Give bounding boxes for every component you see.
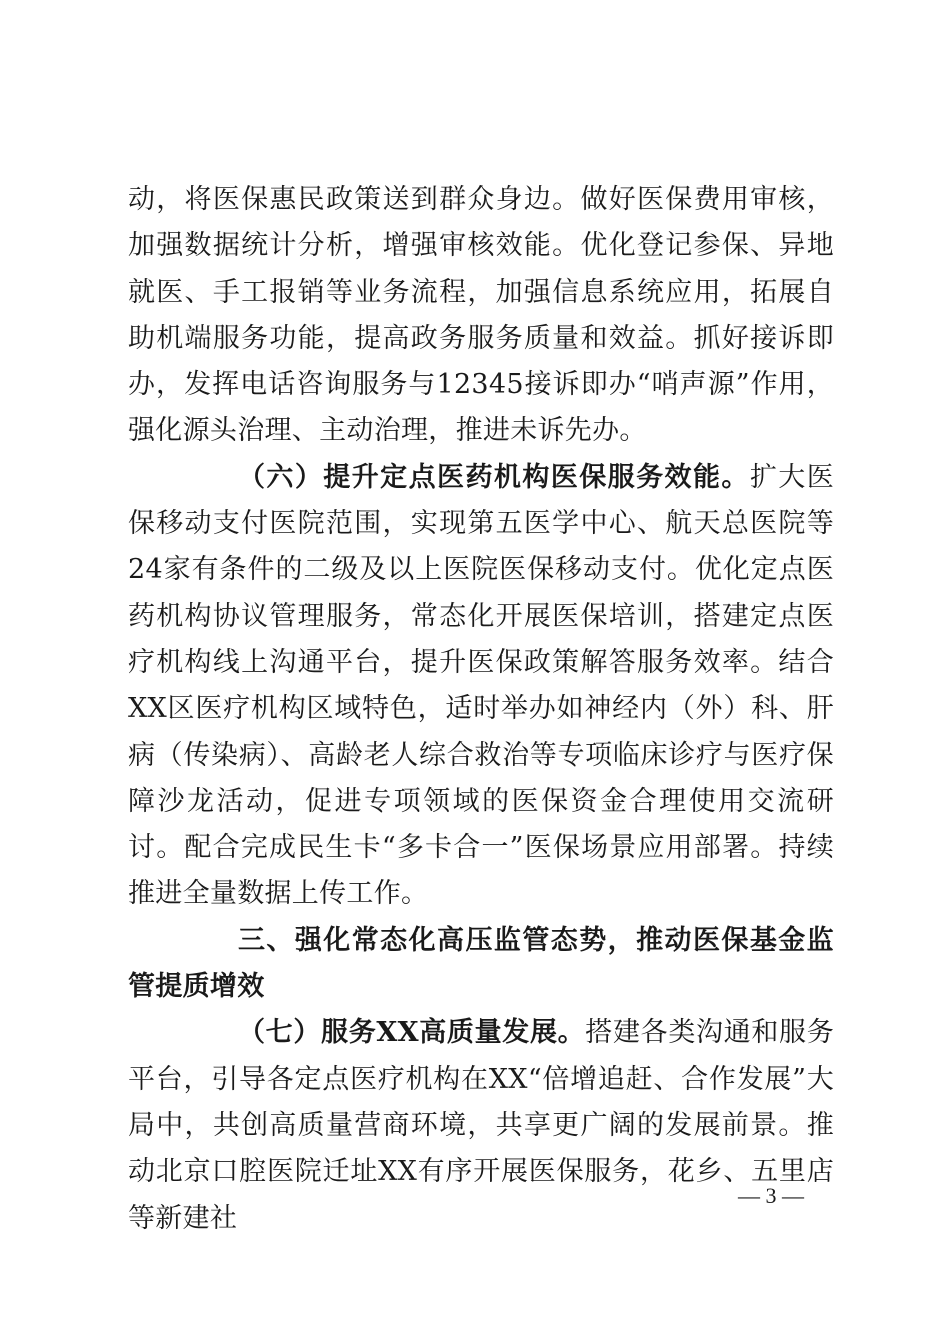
chapter-three-heading: 三、强化常态化高压监管态势，推动医保基金监管提质增效 (128, 924, 834, 1003)
document-body (128, 177, 834, 1242)
section-six-heading: （六）提升定点医药机构医保服务效能。 (238, 461, 750, 493)
paragraph-section-six (128, 455, 834, 918)
section-seven-text: 搭建各类沟通和服务平台，引导各定点医疗机构在XX“倍增追赶、合作发展”大局中，共创高质量营商环境，共享更广阔的发展前景。推动北京口腔医院迁址XX有序开展医保服务，花乡、五里店等新建社 (128, 1017, 834, 1234)
paragraph-text: 动，将医保惠民政策送到群众身边。做好医保费用审核，加强数据统计分析，增强审核效能。优化登记参保、异地就医、手工报销等业务流程，加强信息系统应用，拓展自助机端服务功能，提高政务服务质量和效益。抓好接诉即办，发挥电话咨询服务与12345接诉即办“哨声源”作用，强化源头治理、主动治理，推进未诉先办。 (128, 184, 834, 447)
section-seven-heading: （七）服务XX高质量发展。 (238, 1017, 586, 1049)
paragraph-section-seven (128, 1010, 834, 1241)
page-number: — 3 — (738, 1183, 804, 1208)
section-six-text: 扩大医保移动支付医院范围，实现第五医学中心、航天总医院等24家有条件的二级及以上医院医保移动支付。优化定点医药机构协议管理服务，常态化开展医保培训，搭建定点医疗机构线上沟通平台，提升医保政策解答服务效率。结合XX区医疗机构区域特色，适时举办如神经内（外）科、肝病（传染病）、高龄老人综合救治等专项临床诊疗与医疗保障沙龙活动，促进专项领域的医保资金合理使用交流研讨。配合完成民生卡“多卡合一”医保场景应用部署。持续推进全量数据上传工作。 (128, 461, 834, 910)
paragraph-service-continuation (128, 177, 834, 455)
